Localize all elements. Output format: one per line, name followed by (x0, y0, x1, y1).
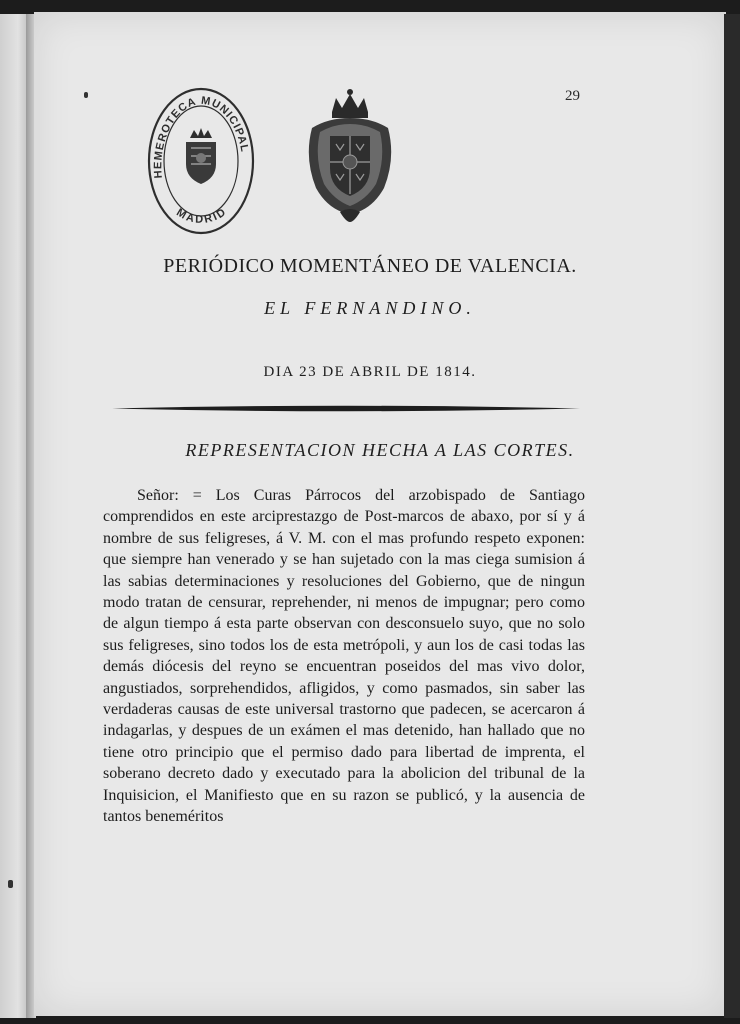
newspaper-title: EL FERNANDINO. (264, 298, 476, 318)
issue-date: DIA 23 DE ABRIL DE 1814. (263, 364, 477, 380)
newspaper-masthead: PERIÓDICO MOMENTÁNEO DE VALENCIA. (163, 255, 577, 277)
library-stamp-icon (146, 86, 256, 236)
article-body (103, 485, 585, 828)
stamp-text-top: HEMEROTECA MUNICIPAL (152, 94, 251, 179)
section-heading: REPRESENTACION HECHA A LAS CORTES. (185, 440, 575, 460)
stamp-text-bottom: MADRID (174, 205, 230, 226)
royal-crest-icon (302, 88, 398, 222)
right-page-edge (724, 14, 740, 1018)
page-number: 29 (565, 88, 580, 104)
decorative-rule (112, 404, 580, 413)
ink-speck (8, 880, 13, 888)
body-paragraph: Señor: = Los Curas Párrocos del arzobispado de Santiago comprendidos en este arciprestazgo de Post-marcos de abaxo, por sí y á nombre de sus feligreses, á V. M. con el mas profundo respeto exponen: que siempre han venerado y se han sujetado con la mas ciega sumision á las sabias determinaciones y resoluciones del Gobierno, que de ningun modo tratan de censurar, reprehender, ni menos de impugnar; pero como de algun tiempo á esta parte observan con desconsuelo suyo, que no solo sus feligreses, sino todos los de esta metrópoli, y aun los de casi todas las demás diócesis del reyno se encuentran poseidos del mas vivo dolor, angustiados, sorprehendidos, afligidos, y como pasmados, sin saber las verdaderas causas de este universal trastorno que padecen, se acercaron á indagarlas, y despues de un exámen el mas detenido, han hallado que no tiene otro principio que el permiso dado para libertad de imprenta, el soberano decreto dado y executado para la abolicion del tribunal de la Inquisicion, el Manifiesto que en su razon se publicó, y la ausencia de tantos beneméritos (103, 487, 585, 826)
svg-text:MADRID (174, 205, 229, 225)
ink-speck (84, 92, 88, 98)
